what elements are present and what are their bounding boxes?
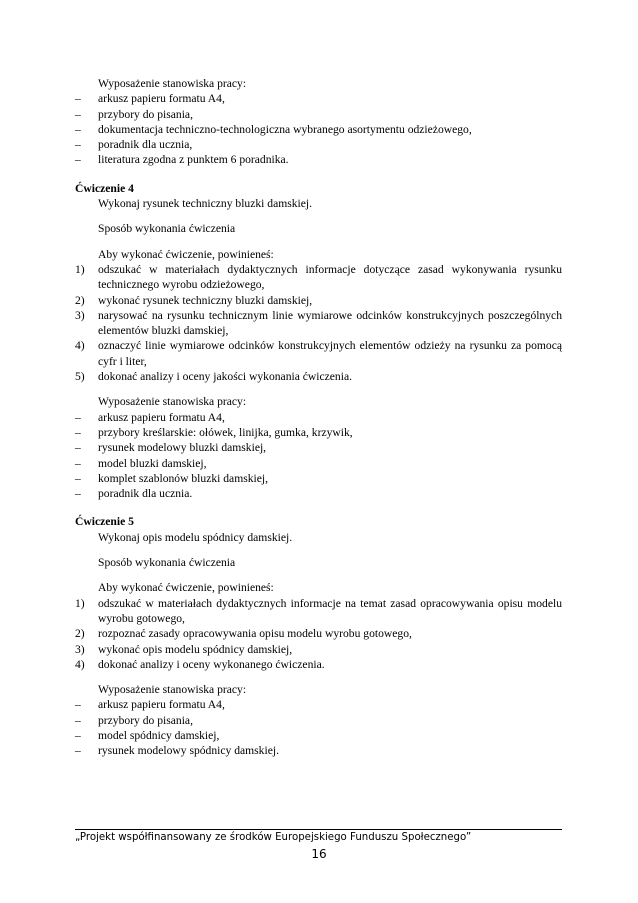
step-text: odszukać w materiałach dydaktycznych informacje na temat zasad opracowywania opisu modelu wyrobu gotowego, (98, 596, 562, 625)
list-item (75, 697, 562, 712)
step-item (75, 293, 562, 308)
list-item (75, 743, 562, 758)
exercise-4-task: Wykonaj rysunek techniczny bluzki damskiej. (98, 197, 313, 211)
step-item (75, 338, 562, 369)
exercise-5-method-title: Sposób wykonania ćwiczenia (98, 556, 236, 570)
exercise-4-equipment-title: Wyposażenie stanowiska pracy: (98, 395, 247, 409)
list-item (75, 122, 562, 137)
dash-marker: – (75, 410, 81, 424)
step-text: dokonać analizy i oceny wykonanego ćwiczenia. (98, 657, 325, 671)
footer-divider (75, 829, 562, 830)
step-item (75, 369, 562, 384)
page-number: 16 (311, 847, 327, 861)
list-item-text: przybory do pisania, (98, 107, 193, 121)
step-number: 5) (75, 370, 85, 384)
step-text: oznaczyć linie wymiarowe odcinków konstrukcyjnych elementów odzieży na rysunku za pomocą cyfr i liter, (98, 339, 562, 368)
step-item (75, 262, 562, 293)
dash-marker: – (75, 713, 81, 727)
step-number: 3) (75, 308, 85, 322)
dash-marker: – (75, 456, 81, 470)
exercise-4-heading: Ćwiczenie 4 (75, 181, 134, 195)
list-item (75, 456, 562, 471)
step-number: 2) (75, 293, 85, 307)
step-item (75, 626, 562, 641)
exercise-5-task: Wykonaj opis modelu spódnicy damskiej. (98, 530, 293, 544)
exercise-5-equipment-title: Wyposażenie stanowiska pracy: (98, 683, 247, 697)
dash-marker: – (75, 425, 81, 439)
list-item-text: rysunek modelowy bluzki damskiej, (98, 441, 267, 455)
step-text: rozpoznać zasady opracowywania opisu modelu wyrobu gotowego, (98, 627, 412, 641)
step-text: wykonać opis modelu spódnicy damskiej, (98, 642, 293, 656)
list-item-text: model spódnicy damskiej, (98, 728, 220, 742)
step-number: 4) (75, 339, 85, 353)
step-number: 3) (75, 642, 85, 656)
list-item-text: arkusz papieru formatu A4, (98, 92, 225, 106)
step-item (75, 642, 562, 657)
exercise-5-steps (75, 596, 562, 672)
list-item (75, 713, 562, 728)
dash-marker: – (75, 698, 81, 712)
list-item (75, 440, 562, 455)
step-text: narysować na rysunku technicznym linie wymiarowe odcinków konstrukcyjnych poszczególnych elementów bluzki damskiej, (98, 308, 562, 338)
exercise-4-method-title: Sposób wykonania ćwiczenia (98, 222, 236, 236)
step-text: dokonać analizy i oceny jakości wykonania ćwiczenia. (98, 370, 352, 384)
list-item (75, 91, 562, 106)
equipment-list (75, 91, 562, 167)
footer-text: „Projekt współfinansowany ze środków Europejskiego Funduszu Społecznego” (75, 832, 472, 843)
step-number: 4) (75, 657, 85, 671)
exercise-4-steps-intro: Aby wykonać ćwiczenie, powinieneś: (98, 247, 274, 261)
equipment-title: Wyposażenie stanowiska pracy: (98, 77, 247, 90)
step-item (75, 657, 562, 672)
exercise-4-steps (75, 262, 562, 384)
list-item-text: poradnik dla ucznia, (98, 138, 193, 152)
step-text: odszukać w materiałach dydaktycznych informacje dotyczące zasad wykonywania rysunku technicznego wyrobu odzieżowego, (98, 262, 562, 292)
list-item-text: poradnik dla ucznia. (98, 487, 193, 501)
step-text: wykonać rysunek techniczny bluzki damskiej, (98, 293, 313, 307)
step-item (75, 308, 562, 339)
step-number: 1) (75, 262, 85, 276)
exercise-4-equipment (75, 410, 562, 502)
step-number: 2) (75, 627, 85, 641)
list-item (75, 728, 562, 743)
list-item-text: dokumentacja techniczno-technologiczna wybranego asortymentu odzieżowego, (98, 122, 472, 136)
list-item (75, 486, 562, 501)
list-item (75, 152, 562, 167)
step-number: 1) (75, 596, 85, 610)
list-item (75, 137, 562, 152)
exercise-5-equipment (75, 697, 562, 758)
list-item-text: arkusz papieru formatu A4, (98, 410, 225, 424)
list-item-text: arkusz papieru formatu A4, (98, 698, 225, 712)
list-item-text: komplet szablonów bluzki damskiej, (98, 471, 269, 485)
list-item-text: przybory do pisania, (98, 713, 193, 727)
dash-marker: – (75, 153, 81, 167)
list-item (75, 471, 562, 486)
list-item (75, 410, 562, 425)
list-item (75, 425, 562, 440)
dash-marker: – (75, 487, 81, 501)
exercise-5-heading: Ćwiczenie 5 (75, 515, 134, 529)
dash-marker: – (75, 471, 81, 485)
document-page (75, 76, 562, 759)
list-item-text: literatura zgodna z punktem 6 poradnika. (98, 153, 289, 167)
exercise-5-steps-intro: Aby wykonać ćwiczenie, powinieneś: (98, 581, 274, 595)
dash-marker: – (75, 744, 81, 758)
dash-marker: – (75, 728, 81, 742)
dash-marker: – (75, 441, 81, 455)
dash-marker: – (75, 107, 81, 121)
list-item-text: model bluzki damskiej, (98, 456, 207, 470)
step-item (75, 596, 562, 627)
dash-marker: – (75, 138, 81, 152)
list-item-text: przybory kreślarskie: ołówek, linijka, gumka, krzywik, (98, 425, 353, 439)
list-item (75, 107, 562, 122)
dash-marker: – (75, 122, 81, 136)
dash-marker: – (75, 92, 81, 106)
list-item-text: rysunek modelowy spódnicy damskiej. (98, 744, 279, 758)
